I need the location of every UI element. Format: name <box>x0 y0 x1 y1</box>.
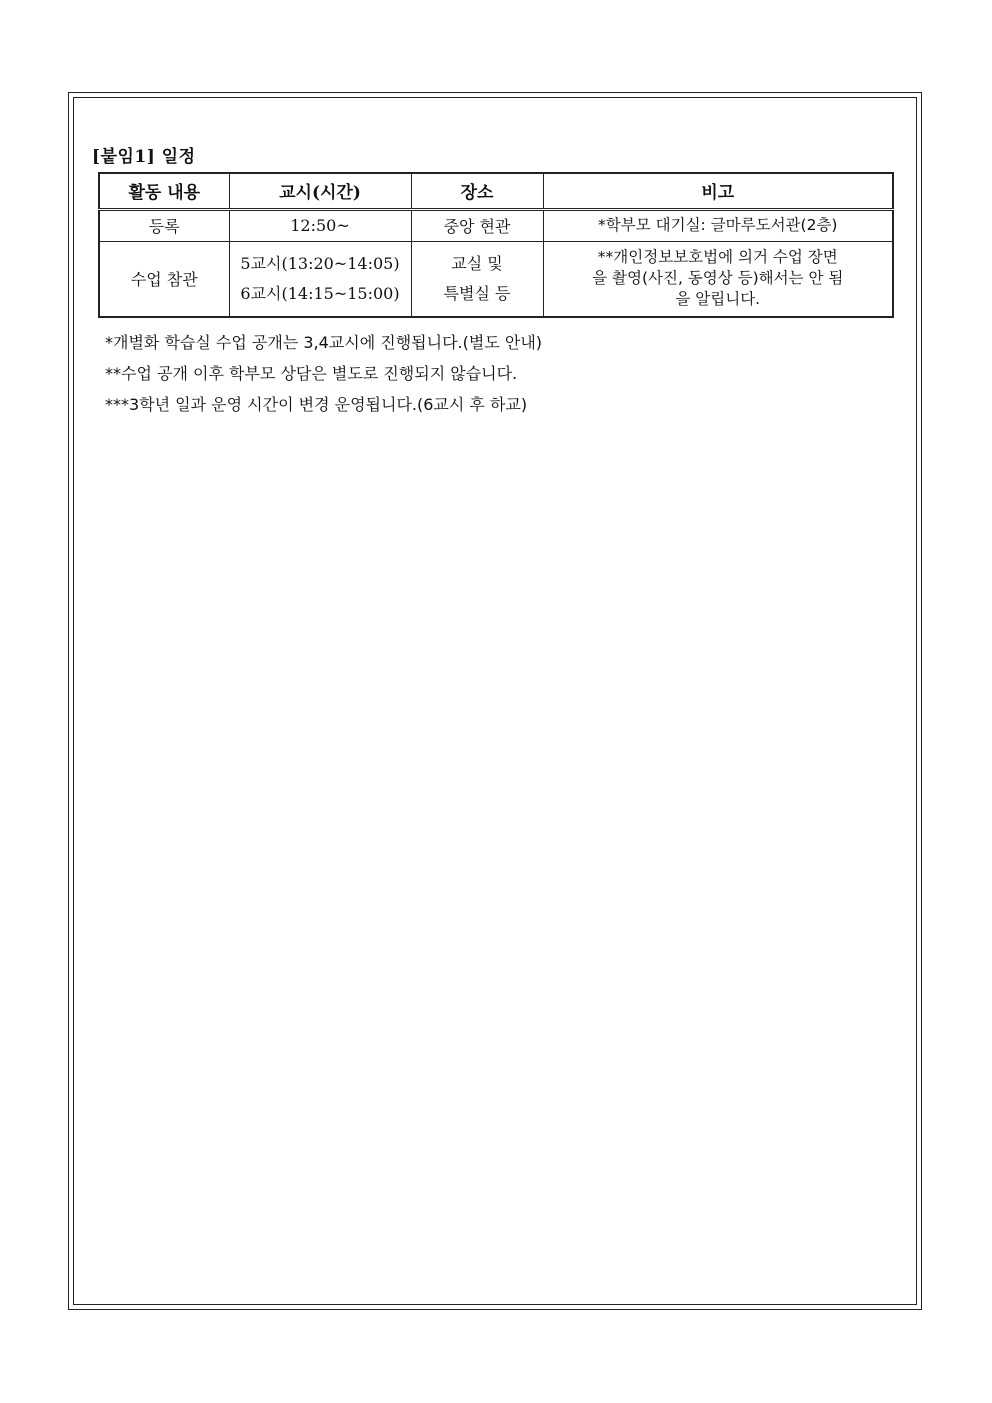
header-place: 장소 <box>411 173 543 209</box>
header-time: 교시(시간) <box>229 173 411 209</box>
place-line-2: 특별실 등 <box>443 283 511 303</box>
section-title: [붙임1] 일정 <box>92 147 196 167</box>
footnote-3: ***3학년 일과 운영 시간이 변경 운영됩니다.(6교시 후 하교) <box>105 395 528 414</box>
table-row-class-visit <box>99 241 893 317</box>
cell-place <box>411 241 543 317</box>
place-line-1: 교실 및 <box>451 253 503 273</box>
table-row-register <box>99 209 893 241</box>
note-line-1: **개인정보보호법에 의거 수업 장면 <box>597 248 838 267</box>
period-6: 6교시(14:15~15:00) <box>240 283 400 303</box>
header-activity: 활동 내용 <box>99 173 229 209</box>
cell-activity: 등록 <box>99 209 229 241</box>
cell-activity: 수업 참관 <box>99 241 229 317</box>
footnote-2: **수업 공개 이후 학부모 상담은 별도로 진행되지 않습니다. <box>105 364 518 383</box>
note-line-3: 을 알립니다. <box>675 290 761 309</box>
footnote-1: *개별화 학습실 수업 공개는 3,4교시에 진행됩니다.(별도 안내) <box>105 333 543 352</box>
cell-time <box>229 241 411 317</box>
cell-note <box>543 241 893 317</box>
cell-note: *학부모 대기실: 글마루도서관(2층) <box>543 209 893 241</box>
cell-place: 중앙 현관 <box>411 209 543 241</box>
period-5: 5교시(13:20~14:05) <box>240 253 400 273</box>
footnotes <box>105 327 542 420</box>
header-note: 비고 <box>543 173 893 209</box>
cell-time: 12:50~ <box>229 209 411 241</box>
schedule-table <box>98 172 894 318</box>
table-header-row <box>99 173 893 209</box>
note-line-2: 을 촬영(사진, 동영상 등)해서는 안 됨 <box>592 269 844 288</box>
